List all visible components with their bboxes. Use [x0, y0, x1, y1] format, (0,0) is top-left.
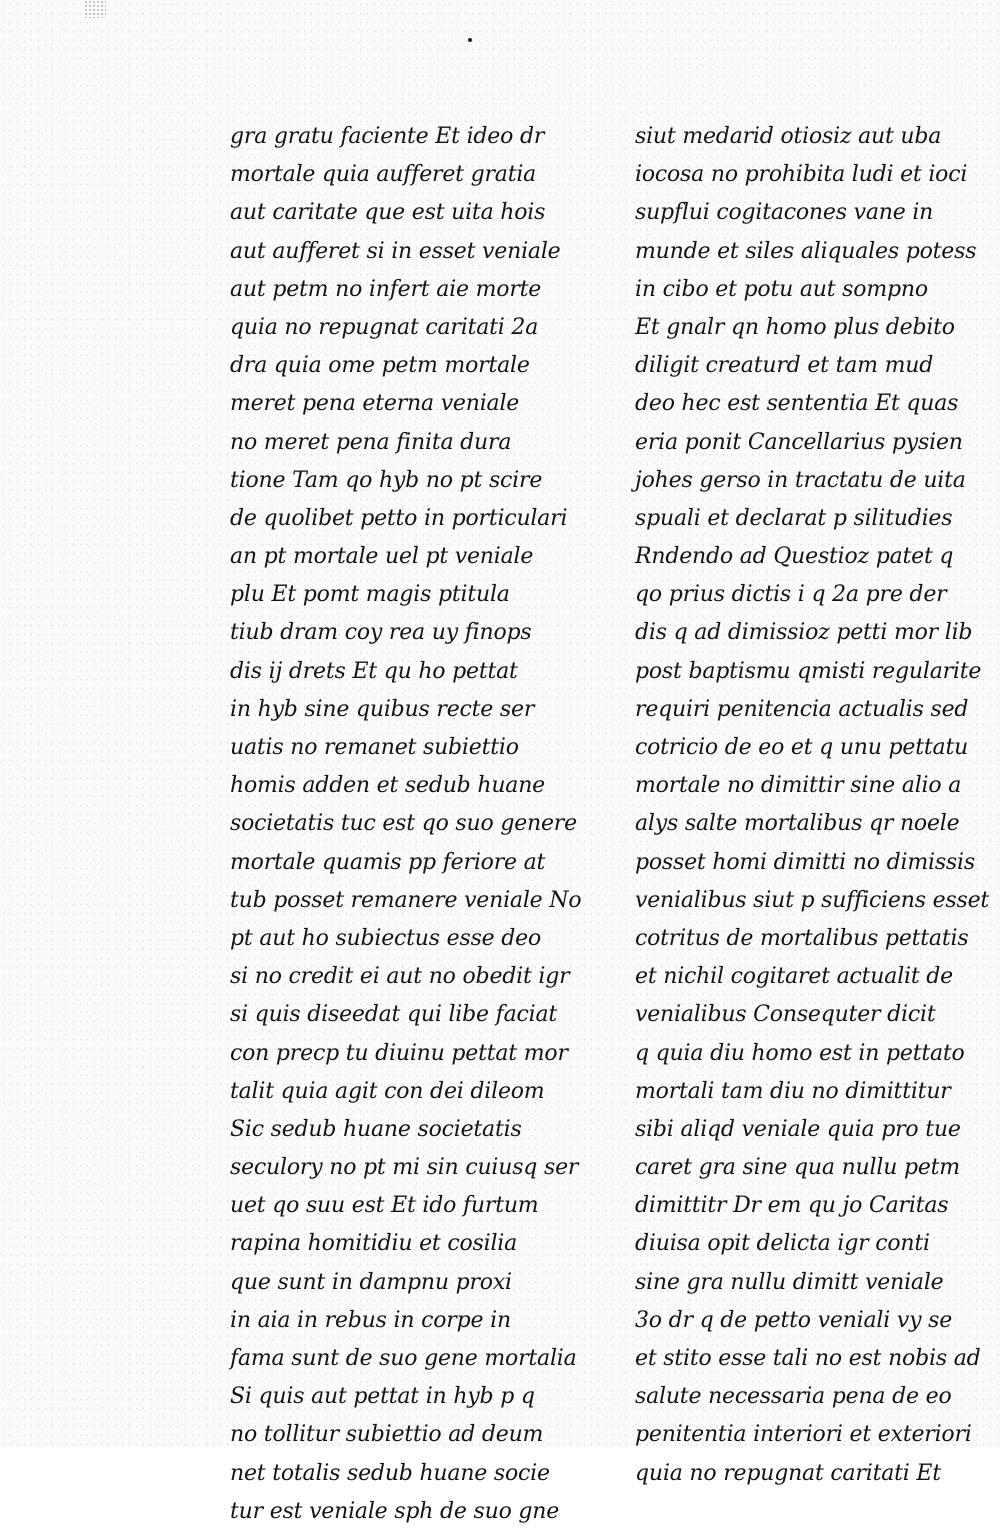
manuscript-line: deo hec est sententia Et quas [635, 391, 959, 417]
manuscript-line: aut petm no infert aie morte [230, 276, 542, 302]
manuscript-line: mortale no dimittir sine alio a [635, 773, 962, 799]
manuscript-line: spuali et declarat p silitudies [635, 505, 953, 531]
right-text-column [635, 118, 990, 1493]
manuscript-line: diuisa opit delicta igr conti [635, 1231, 930, 1257]
manuscript-line: Sic sedub huane societatis [230, 1116, 522, 1142]
manuscript-line: mortale quia aufferet gratia [230, 162, 537, 188]
manuscript-line: Et gnalr qn homo plus debito [635, 314, 955, 340]
manuscript-line: mortale quamis pp feriore at [230, 849, 546, 875]
manuscript-line: et nichil cogitaret actualit de [635, 964, 953, 990]
manuscript-line: cotritus de mortalibus pettatis [635, 925, 969, 951]
manuscript-line: si no credit ei aut no obedit igr [230, 964, 570, 990]
manuscript-line: meret pena eterna veniale [230, 391, 520, 417]
manuscript-line: si quis diseedat qui libe faciat [230, 1002, 557, 1028]
manuscript-line: iocosa no prohibita ludi et ioci [635, 162, 968, 188]
manuscript-line: munde et siles aliquales potess [635, 238, 977, 264]
manuscript-line: an pt mortale uel pt veniale [230, 544, 534, 570]
manuscript-line: de quolibet petto in porticulari [230, 505, 568, 531]
manuscript-line: net totalis sedub huane socie [230, 1460, 550, 1486]
manuscript-line: posset homi dimitti no dimissis [635, 849, 975, 875]
manuscript-line: no tollitur subiettio ad deum [230, 1422, 544, 1448]
manuscript-line: siut medarid otiosiz aut uba [635, 124, 942, 149]
manuscript-line: gra gratu faciente Et ideo dr [230, 124, 545, 149]
manuscript-line: eria ponit Cancellarius pysien [635, 429, 963, 455]
manuscript-line: aut caritate que est uita hois [230, 200, 546, 226]
manuscript-line: que sunt in dampnu proxi [230, 1269, 512, 1295]
manuscript-line: in hyb sine quibus recte ser [230, 696, 535, 722]
manuscript-line: 3o dr q de petto veniali vy se [635, 1307, 953, 1333]
manuscript-line: venialibus Consequter dicit [635, 1002, 936, 1028]
manuscript-line: sibi aliqd veniale quia pro tue [635, 1116, 961, 1142]
manuscript-line: tiub dram coy rea uy finops [230, 620, 532, 646]
manuscript-line: pt aut ho subiectus esse deo [230, 925, 542, 951]
manuscript-line: quia no repugnat caritati Et [635, 1460, 941, 1486]
ink-dot [468, 38, 472, 42]
manuscript-line: rapina homitidiu et cosilia [230, 1231, 518, 1257]
manuscript-line: no meret pena finita dura [230, 429, 512, 455]
corner-smudge [84, 0, 106, 18]
manuscript-line: caret gra sine qua nullu petm [635, 1155, 960, 1181]
manuscript-line: aut aufferet si in esset veniale [230, 238, 561, 264]
manuscript-line: plu Et pomt magis ptitula [230, 582, 510, 608]
manuscript-line: dra quia ome petm mortale [230, 353, 530, 379]
manuscript-line: requiri penitencia actualis sed [635, 696, 969, 722]
manuscript-line: supflui cogitacones vane in [635, 200, 934, 226]
manuscript-line: qo prius dictis i q 2a pre der [635, 582, 947, 608]
manuscript-line: uet qo suu est Et ido furtum [230, 1193, 539, 1219]
manuscript-line: diligit creaturd et tam mud [635, 353, 934, 379]
manuscript-line: seculory no pt mi sin cuiusq ser [230, 1155, 579, 1181]
manuscript-line: in cibo et potu aut sompno [635, 276, 928, 302]
manuscript-line: dimittitr Dr em qu jo Caritas [635, 1193, 949, 1219]
manuscript-line: mortali tam diu no dimittitur [635, 1078, 951, 1104]
manuscript-line: tub posset remanere veniale No [230, 887, 582, 913]
manuscript-line: societatis tuc est qo suo genere [230, 811, 577, 837]
manuscript-line: q quia diu homo est in pettato [635, 1040, 965, 1066]
manuscript-line: tione Tam qo hyb no pt scire [230, 467, 543, 493]
manuscript-line: sine gra nullu dimitt veniale [635, 1269, 944, 1295]
manuscript-line: johes gerso in tractatu de uita [635, 467, 966, 493]
manuscript-line: con precp tu diuinu pettat mor [230, 1040, 568, 1066]
manuscript-line: fama sunt de suo gene mortalia [230, 1346, 577, 1371]
manuscript-line: venialibus siut p sufficiens esset [635, 887, 990, 913]
manuscript-line: penitentia interiori et exteriori [635, 1422, 972, 1448]
left-text-column [230, 118, 590, 1531]
manuscript-line: in aia in rebus in corpe in [230, 1307, 511, 1333]
manuscript-line: dis ij drets Et qu ho pettat [230, 658, 518, 684]
manuscript-line: dis q ad dimissioz petti mor lib [635, 620, 973, 646]
manuscript-line: alys salte mortalibus qr noele [635, 811, 960, 837]
manuscript-line: tur est veniale sph de suo gne [230, 1498, 560, 1524]
manuscript-line: salute necessaria pena de eo [635, 1384, 952, 1410]
manuscript-line: post baptismu qmisti regularite [635, 658, 982, 684]
manuscript-line: uatis no remanet subiettio [230, 735, 519, 760]
manuscript-line: Rndendo ad Questioz patet q [635, 544, 954, 570]
manuscript-line: cotricio de eo et q unu pettatu [635, 735, 969, 760]
manuscript-line: talit quia agit con dei dileom [230, 1078, 545, 1104]
manuscript-line: et stito esse tali no est nobis ad [635, 1346, 981, 1371]
manuscript-line: quia no repugnat caritati 2a [230, 314, 539, 340]
manuscript-line: Si quis aut pettat in hyb p q [230, 1384, 535, 1410]
manuscript-line: homis adden et sedub huane [230, 773, 545, 799]
